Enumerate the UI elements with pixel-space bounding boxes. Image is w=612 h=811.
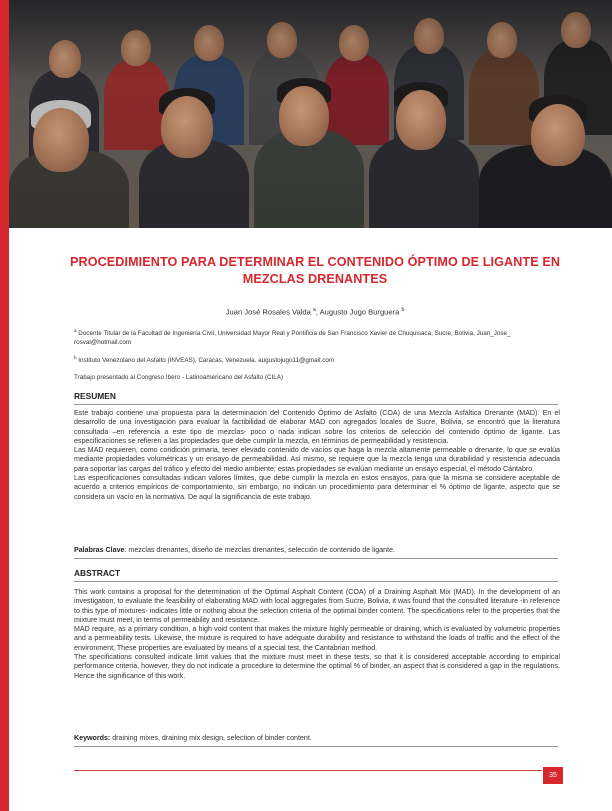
author-mark: b: [401, 307, 405, 313]
author-separator: ,: [315, 307, 318, 317]
page-number: 35: [543, 767, 563, 784]
abstract-body: [74, 588, 560, 681]
affiliation-mark: b: [74, 355, 77, 360]
resumen-paragraph: Este trabajo contiene una propuesta para la determinación del Contenido Óptimo de Asfalto (COA) de una Mezcla Asfáltica Drenante (MAD). En el desarrollo de una investigación para evaluar la factibilidad de elaborar MAD con agregados locales de Sucre, Bolivia, se encontró que la literatura consultada –en referencia a este tipo de mezclas- poco o nada indican sobre los criterios de selección del contenido óptimo de ligante. Las especificaciones se refieren a las propiedades que debe cumplir la mezcla, en términos de permeabilidad y resistencia.: [74, 409, 560, 445]
left-accent-bar: [0, 0, 9, 811]
affiliation-mark: a: [74, 328, 77, 333]
author-line: [70, 307, 560, 317]
affiliation: [74, 326, 554, 347]
affiliation: [74, 353, 554, 365]
palabras-clave-text: : mezclas drenantes, diseño de mezclas drenantes, selección de contenido de ligante.: [124, 546, 395, 554]
header-photo: [9, 0, 612, 228]
author-name: Augusto Jugo Burguera: [319, 307, 400, 317]
abstract-paragraph: The specifications consulted indicate limit values that the mixture must meet in these tests, so that it is considered acceptable according to empirical performance criteria, however, they do not indicate a procedure to determine the optimal % of binder, an aspect that is considered a gap in the regulations. Hence the significance of this work.: [74, 653, 560, 680]
palabras-clave-label: Palabras Clave: [74, 546, 125, 554]
affiliation-text: Instituto Venezolano del Asfalto (INVEAS), Caracas, Venezuela. augustojugo11@gmail.com: [78, 357, 335, 365]
keywords-text: draining mixes, draining mix design, selection of binder content.: [110, 734, 312, 742]
abstract-heading: ABSTRACT: [74, 568, 558, 582]
author-mark: a: [312, 307, 316, 313]
abstract-paragraph: This work contains a proposal for the determination of the Optimal Asphalt Content (COA) of a Draining Asphalt Mix (MAD). In the development of an investigation, to evaluate the feasibility of elaborating MAD with local aggregates from Sucre, Bolivia, it was found that the consulted literature -in reference to this type of mixtures- indicates little or nothing about the selection criteria of the optimal binder content. The specifications refer to the properties that the mixture must meet, in terms of permeability and resistance.: [74, 588, 560, 624]
author-name: Juan José Rosales Valda: [225, 307, 311, 317]
palabras-clave: [74, 546, 558, 559]
resumen-paragraph: Las especificaciones consultadas indican valores límites, que debe cumplir la mezcla en estos ensayos, para que la misma se considere aceptable de acuerdo a criterios empíricos de comportamiento, sin embargo, no indican un procedimiento para determinar el % óptimo de ligante, aspecto que se considera un vacío en la normativa. De aquí la significancia de este trabajo.: [74, 474, 560, 501]
keywords-label: Keywords:: [74, 734, 111, 742]
footer-rule: [74, 770, 542, 771]
presented-note: Trabajo presentado al Congreso Ibero - Latinoamericano del Asfalto (CILA): [74, 374, 284, 381]
abstract-paragraph: MAD require, as a primary condition, a high void content that makes the mixture highly permeable or draining, which is evaluated by volumetric properties and a permeability tests. Likewise, the mixture is required to have adequate durability and resistance to withstand the loads of traffic and the effect of the environment; These properties are evaluated by means of a special test, the Cantabrian method.: [74, 625, 560, 652]
affiliation-text: Docente Titular de la Facultad de Ingeniería Civil, Universidad Mayor Real y Pontificia de San Francisco Xavier de Chuquisaca, Sucre, Bolivia, Juan_Jose_ rosval@hotmail.com: [74, 330, 511, 347]
resumen-paragraph: Las MAD requieren, como condición primaria, tener elevado contenido de vacíos que haga la mezcla altamente permeable o drenante, lo que se evalúa mediante propiedades volumétricas y un ensayo de permeabilidad. Así mismo, se requiere que la mezcla tenga una durabilidad y resistencia adecuada para soportar las cargas del tráfico y efecto del medio ambiente; estas propiedades se evalúan mediante un ensayo especial, el método Cántabro.: [74, 446, 560, 473]
resumen-heading: RESUMEN: [74, 391, 558, 405]
resumen-body: [74, 409, 560, 502]
keywords: [74, 734, 558, 747]
paper-title: PROCEDIMIENTO PARA DETERMINAR EL CONTENIDO ÓPTIMO DE LIGANTE EN MEZCLAS DRENANTES: [70, 255, 561, 286]
